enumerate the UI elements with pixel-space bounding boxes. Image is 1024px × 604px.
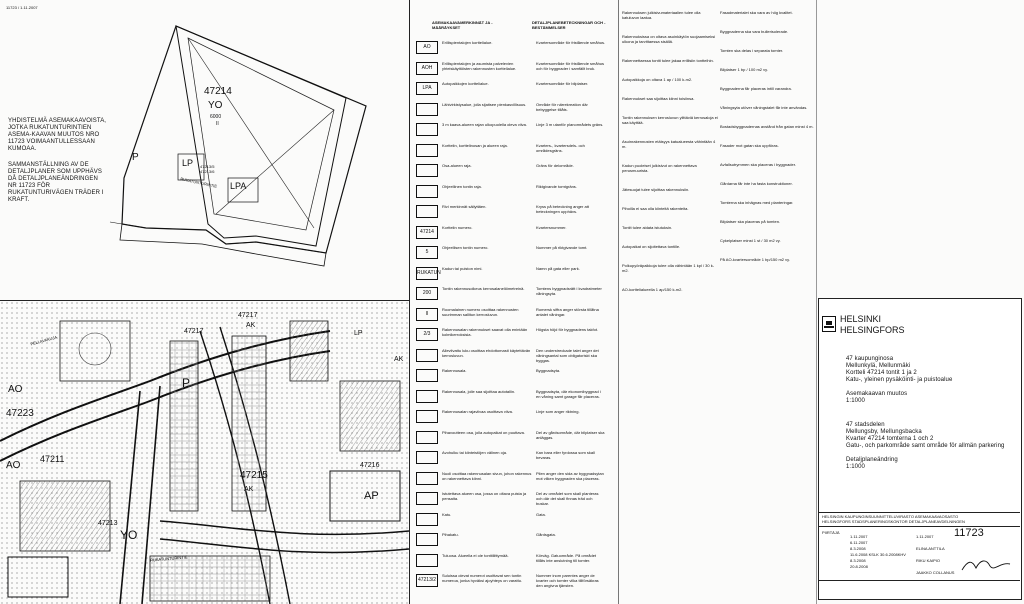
note-sv: Bilplatser 1 bp / 100 m2 vy. <box>720 67 768 72</box>
legend-row <box>416 286 601 304</box>
legend-text-fi: Pihavoutteen osa, jolla autopaikat on puuttava. <box>442 429 525 435</box>
office-sv: HELSINGFORS STADSPLANERINGSKONTOR DETALJPLANEAVDELNINGEN <box>822 519 965 524</box>
legend-row <box>416 143 601 161</box>
map-zone-6: AK <box>394 356 404 363</box>
legend-text-fi: Rakennusala, jolle saa sijoittaa autotallin. <box>442 388 516 394</box>
plan-sv: Detaljplaneändring <box>846 457 898 463</box>
overview-notice-fi: YHDISTELMÄ ASEMAKAAVOISTA, JOTKA RUKATUNTURINTIEN ASEMA-KAAVAN MUUTOS NRO 11723 VOIMAANTULLESSAAN KUMOAA. <box>8 118 107 152</box>
note-sv: Tomterna ska inhägnas med planteringar. <box>720 200 794 205</box>
legend-text-sv: Område för närrekreation där bebyggelse tillåts. <box>536 101 588 112</box>
plan-stamp: 11723 / 1.11.2007 <box>6 5 38 10</box>
legend-symbol: II <box>416 308 438 321</box>
legend-header-sv: DETALJPLANEBETECKNINGAR OCH -BESTÄMMELSER <box>532 20 606 30</box>
legend-text-sv: Tomtens byggnadsrätt i kvadratmeter våningsyta. <box>536 286 602 296</box>
note-sv: Byggnaderna ska vara bullerisolerade. <box>720 29 789 34</box>
legend-symbol <box>416 123 438 136</box>
notes-divider <box>618 0 619 604</box>
map-block-3: 47223 <box>6 408 34 419</box>
legend-row <box>416 163 601 181</box>
legend-symbol: AO <box>416 41 438 54</box>
note-sv: Våningsyta utöver våningstalet får inte användas. <box>720 105 808 110</box>
date-2: 6.11.2007 <box>850 540 868 545</box>
map-zone-1: AK <box>246 322 256 329</box>
legend-row <box>416 470 604 489</box>
legend-row <box>416 327 601 345</box>
name-a: ELINA ANTTILA <box>916 546 945 551</box>
legend-symbol: 200 <box>416 287 438 300</box>
legend-row <box>416 532 601 550</box>
legend-symbol <box>416 513 438 526</box>
overview-street-name: RUKATUNTURINTIE <box>179 176 218 189</box>
overview-lp: LP <box>182 158 194 168</box>
legend-text-fi: Alleviivattu luku osoittaa ehdottomasti käytettävän kerrosluvun. <box>442 347 531 358</box>
overview-notice-sv: SAMMANSTÄLLNING AV DE DETALJPLANER SOM UPPHÄVS DÅ DETALJPLANEÄNDRINGEN NR 11723 FÖR RUKATUNTURIVÄGEN TRÄDER I KRAFT. <box>8 162 104 203</box>
legend-text-sv: Gräns för delområde. <box>536 163 574 168</box>
legend-symbol <box>416 164 438 177</box>
date-3: 8.3.2008 <box>850 546 866 551</box>
type-fi: Katu-, yleinen pysäköinti- ja puistoalue <box>846 377 953 383</box>
legend-symbol <box>416 554 438 567</box>
note-fi: Asuinrakennusten etäisyys katualueesta vähintään 4 m. <box>622 139 716 149</box>
note-sv: Bostadsbyggnadernas avstånd från gatan minst 4 m. <box>720 124 814 129</box>
note-fi: Autopaikat on sijoitettava tontille. <box>622 244 681 249</box>
legend-symbol <box>416 492 438 505</box>
note-fi: Autopaikkoja on oltava 1 ap / 100 k-m2. <box>622 77 693 82</box>
legend-text-sv: Kvartersområde för bilplatser. <box>536 81 589 86</box>
overview-street <box>120 224 326 266</box>
legend-text-sv: Byggnadsyta, där ekonomibyggnad i en våning samt garage får placeras. <box>536 388 601 399</box>
overview-level: II <box>216 121 219 127</box>
signature <box>960 556 1012 574</box>
reference: 11.6.2008 KSLK 30.6.2008KHV <box>850 552 906 557</box>
overview-street-extension <box>110 222 122 224</box>
legend-row <box>416 102 601 120</box>
legend-text-fi: Kadun tai puiston nimi. <box>442 265 483 271</box>
legend-row <box>416 40 606 58</box>
legend-symbol <box>416 103 438 116</box>
legend-text-sv: Kvartersnummer. <box>536 224 567 230</box>
map-block-7: 47216 <box>360 462 380 469</box>
note-sv: Fasader mot gatan ska uppföras. <box>720 143 779 148</box>
map-zone-5: YO <box>120 528 138 542</box>
overview-map <box>106 18 406 288</box>
notes-right-divider <box>816 0 817 604</box>
legend-row <box>416 245 601 263</box>
note-fi: Jätesuojat tulee sijoittaa rakennuksiin. <box>622 187 690 192</box>
legend-text-fi: Rakennusalan rajaviivaa osoittava viiva. <box>442 409 513 414</box>
legend-row <box>416 307 601 325</box>
overview-zone: YO <box>208 100 223 111</box>
overview-plot: 47213/5 47213/6 <box>200 164 215 174</box>
map-block-1: 47217 <box>238 312 258 319</box>
legend-text-sv: Linje 3 m utanför planområdets gräns. <box>536 122 604 127</box>
legend-symbol <box>416 533 438 546</box>
map-zone-4: P <box>182 376 191 390</box>
legend-text-sv: Gårdsgata. <box>536 532 556 537</box>
legend-text-sv: Namn på gata eller park. <box>536 265 580 271</box>
type-sv: Gatu-, och parkområde samt område för allmän parkering <box>846 443 1005 449</box>
city-name-fi: HELSINKI <box>840 314 882 324</box>
legend-text-fi: Erillispientalojen ja asumista palvelevien yhteiskäyttöisten rakennusten korttelialue. <box>442 60 517 71</box>
legend-text-sv: Kvarters-, kvartersdels- och områdesgräns. <box>536 142 585 153</box>
note-sv: Byggnaderna får placeras intill varandra. <box>720 86 792 91</box>
map-zone-3: AO <box>6 460 21 471</box>
block-grid-b <box>232 336 266 511</box>
area-sv: Mellungsby, Mellungsbacka <box>846 429 922 435</box>
legend-symbol: RUKATUN <box>416 267 438 280</box>
title-rule-1 <box>818 512 1020 513</box>
legend-symbol <box>416 472 438 485</box>
legend-text-sv: Romersk siffra anger största tillåtna antalet våningar. <box>536 306 599 317</box>
legend-text-sv: Pilen anger den sida av byggnadsytan mot vilken byggnaden ska placeras. <box>536 470 604 481</box>
map-block-6: 47211 <box>40 454 65 464</box>
notes-fi <box>622 10 718 306</box>
note-fi: Tontit tulee aidata istutuksin. <box>622 225 673 230</box>
note-sv: Avfallsutrymmen ska placeras i byggnader. <box>720 162 796 167</box>
legend-text-fi: Erillispientalojen korttelialue. <box>442 40 493 45</box>
legend-text-fi: Ohjeellinen tontin raja. <box>442 183 482 189</box>
legend-text-fi: Autopaikkojen korttelialue. <box>442 81 489 86</box>
district-sv: 47 stadsdelen <box>846 422 885 428</box>
map-block-4: 47213 <box>98 520 118 527</box>
legend-text-sv: Körväg. Gatuområde. På området tillåts inte anslutning till tomter. <box>536 552 597 563</box>
overview-building-area <box>188 38 334 230</box>
legend-text-fi: Osa-alueen raja. <box>442 163 472 168</box>
legend-text-fi: Nuoli osoittaa rakennusalan sivun, johon rakennus on rakennettava kiinni. <box>442 470 532 481</box>
legend-text-sv: Del av området som skall planteras och där det skall finnas träd och buskar. <box>536 491 599 506</box>
legend-symbol <box>416 349 438 362</box>
note-sv: Bilplatser ska placeras på tomten. <box>720 219 781 224</box>
legend-row <box>416 60 605 79</box>
drawn-label: PIIRTÄJÄ <box>822 530 840 535</box>
district-fi: 47 kaupunginosa <box>846 356 894 362</box>
plan-fi: Asemakaavan muutos <box>846 391 908 397</box>
plan-number: 11723 <box>954 527 984 539</box>
map-street-b: PELLAVAKUJA <box>29 334 58 347</box>
legend-text-fi: Roomalainen numero osoittaa rakennusten suurimman sallitun kerrosluvun. <box>442 306 519 317</box>
notes-sv <box>720 10 814 276</box>
legend-symbol <box>416 390 438 403</box>
block-grid-a <box>170 341 198 511</box>
legend-text-fi: Rivi merkinnät säilyttäen. <box>442 204 487 209</box>
map-zone-8: AP <box>364 490 379 502</box>
legend-row <box>416 512 601 530</box>
map-street-a: RUKATUNTURINTIE <box>149 554 188 563</box>
legend-row <box>416 573 601 591</box>
legend-text-sv: Linje som anger riktning. <box>536 409 580 414</box>
legend-row <box>416 81 601 99</box>
legend-text-sv: Den understreckade talet anger det våningsantal som obligatoriskt ska byggas. <box>536 347 599 363</box>
overview-block-number: 47214 <box>204 86 232 97</box>
drawn-date: 1.11.2007 <box>916 534 934 539</box>
city-name-sv: HELSINGFORS <box>840 325 905 335</box>
legend-text-fi: Istutettava alueen osa, jossa on oltava puista ja pensaita. <box>442 491 527 501</box>
city-crest-icon <box>822 316 836 332</box>
overview-p: P <box>132 152 139 163</box>
legend-symbol <box>416 431 438 444</box>
legend-text-fi: Suluissa olevat numerot osoittavat sen tontin numeroa, jonka hyväksi ajoyhteys on varattu. <box>442 573 523 583</box>
date-1: 1.11.2007 <box>850 534 868 539</box>
block-fi: Kortteli 47214 tontit 1 ja 2 <box>846 370 917 376</box>
legend-row <box>416 450 601 468</box>
legend-symbol <box>416 205 438 218</box>
legend-symbol <box>416 410 438 423</box>
legend-row <box>416 122 604 140</box>
map-zone-2: AO <box>8 384 23 395</box>
legend-row <box>416 491 601 509</box>
legend-symbol: 2/3 <box>416 328 438 341</box>
note-fi: Pihoilla ei saa olla kiinteitä rakenteita. <box>622 206 689 211</box>
legend-row <box>416 348 601 366</box>
legend-symbol <box>416 185 438 198</box>
note-sv: Cykelplatser minst 1 st / 30 m2 vy. <box>720 238 781 243</box>
overview-area: 6000 <box>210 114 222 120</box>
note-fi: Tontin rakennuksen kerrosluvun ylittäviä kerrosaloja ei saa käyttää. <box>622 115 718 125</box>
note-sv: Gårdarna får inte ha fasta konstruktioner. <box>720 181 793 186</box>
legend-row <box>416 266 601 284</box>
legend-row <box>416 225 601 243</box>
legend-text-sv: Kan bara eller fyrdossa som skall bevaras. <box>536 450 595 460</box>
office-fi: HELSINGIN KAUPUNGINSUUNNITTELUVIRASTO ASEMAKAAVAOSASTO <box>822 514 959 519</box>
legend-text-fi: Avohulku tai kiinteistöjen välinen oja. <box>442 450 508 455</box>
title-rule-2 <box>818 526 1020 527</box>
overview-lpa: LPA <box>230 181 247 191</box>
note-fi: Polkupyöräpaikkoja tulee olla vähintään 1 kpl / 30 k-m2. <box>622 263 715 273</box>
block-grid-c <box>150 556 270 601</box>
hatched-area-b <box>340 381 400 451</box>
date-4: 8.3.2008 <box>850 558 866 563</box>
legend-text-sv: Nummer på riktgivande tomt. <box>536 245 588 250</box>
legend-row <box>416 429 605 448</box>
map-block-2: 47217 <box>184 328 204 335</box>
legend-text-sv: Byggnadsyta. <box>536 368 561 373</box>
legend-text-sv: Kvartersområde för fristående småhus och för byggnader i samfällt bruk. <box>536 60 605 71</box>
legend-text-fi: Korttelin, korttelinosan ja alueen raja. <box>442 142 508 148</box>
area-fi: Mellunkylä, Mellunmäki <box>846 363 911 369</box>
legend-text-fi: Ohjeellisen tontin numero. <box>442 245 489 250</box>
legend-text-sv: Nummer inom parentes anger de kvarter och tomter vilka tillförsäkras den angivna tjänsten. <box>536 573 599 588</box>
note-fi: Kadun puoleiset julkisivut on rakennettava perusmuurista. <box>622 163 697 173</box>
legend-text-fi: Rakennusalan rakennukset saavat olla enintään kolmikerroksisia. <box>442 327 528 337</box>
legend-text-sv: Kvartersområde för fristående småhus. <box>536 40 606 45</box>
note-fi: AO-korttelialueella 1 ap/150 k-m2. <box>622 287 683 292</box>
hatched-area-a <box>290 321 328 381</box>
scale-fi: 1:1000 <box>846 398 865 404</box>
detail-map <box>0 301 409 604</box>
legend-text-fi: Tuluosa. Alueella ei ole tonttiliittymää. <box>442 552 509 558</box>
legend-text-sv: Högsta höjd för byggnadens takfot. <box>536 327 599 332</box>
legend-row <box>416 553 601 571</box>
map-zone-9: AK <box>244 486 254 493</box>
legend-symbol <box>416 369 438 382</box>
legend-symbol: 5 <box>416 246 438 259</box>
legend-symbol: AOH <box>416 62 438 75</box>
legend-text-sv: Kryss på beteckning anger att beteckningen upphävs. <box>536 204 589 214</box>
signer: JAAKKO COLLANUS <box>916 570 955 575</box>
note-sv: Tomten ska delas i separata tomter. <box>720 48 784 53</box>
name-b: RIKU KAIPIO <box>916 558 941 563</box>
note-fi: Rakennukset saa sijoittaa kiinni toisiinsa. <box>622 96 695 101</box>
legend-text-fi: Pihakatu. <box>442 532 459 537</box>
legend-text-sv: Riktgivande tomtgräns. <box>536 183 577 189</box>
left-frame <box>409 0 410 604</box>
legend-text-sv: Del av gårdsområde, där bilplatser ska anläggas. <box>536 429 605 440</box>
scale-sv: 1:1000 <box>846 464 865 470</box>
map-zone-7: LP <box>354 330 363 337</box>
note-fi: Rakennuksen julkisivumateriaalien tulee olla katuluvun laatua. <box>622 10 701 20</box>
legend-symbol: 47214 <box>416 226 438 239</box>
overview-diagonal-b <box>216 110 334 214</box>
note-fi: Rakennettaessa tontti tulee jakaa erillisiin tontteihin. <box>622 58 714 63</box>
legend-text-fi: Lähivirkistysalue, jolla sijaitsee pienkasvillisuus. <box>442 101 527 107</box>
note-sv: På AO-kvartersområde 1 bp/150 m2 vy. <box>720 257 790 262</box>
legend-text-fi: Korttelin numero. <box>442 224 473 230</box>
legend-header-fi: ASEMAKAAVAMERKINNÄT JA -MÄÄRÄYKSET <box>432 20 493 30</box>
block-sv: Kvarter 47214 tomterna 1 och 2 <box>846 436 934 442</box>
legend-text-fi: Tontin rakennusoikeus kerrosalaneliömetreinä. <box>442 286 525 291</box>
note-sv: Fasadmaterialet ska vara av hög kvalitet. <box>720 10 793 15</box>
map-block-5: 47215 <box>240 470 268 481</box>
legend-text-fi: Rakennusala. <box>442 368 467 373</box>
legend-text-fi: 3 m kaava-alueen rajan ulkopuolella oleva viiva. <box>442 122 527 127</box>
overview-block-outline <box>176 26 346 246</box>
hatched-area-c <box>20 481 110 551</box>
legend-text-fi: Katu. <box>442 511 452 517</box>
legend-symbol: LPA <box>416 82 438 95</box>
legend-row <box>416 409 601 427</box>
legend-row <box>416 368 601 386</box>
title-rule-3 <box>818 580 1020 581</box>
legend-symbol <box>416 451 438 464</box>
dates-extra: 20.8.2008 <box>850 564 868 569</box>
legend-row <box>416 204 601 222</box>
legend-symbol: 47213/2 <box>416 574 438 587</box>
legend-row <box>416 389 601 407</box>
legend-row <box>416 184 601 202</box>
note-fi: Rakennuksissa on oltava asuinkäytön suojaamiseksi ulkona ja tarvittaessa sisällä. <box>622 34 716 44</box>
legend-symbol <box>416 144 438 157</box>
overview-diagonal-a <box>188 38 314 228</box>
legend-text-sv: Gata. <box>536 511 546 517</box>
